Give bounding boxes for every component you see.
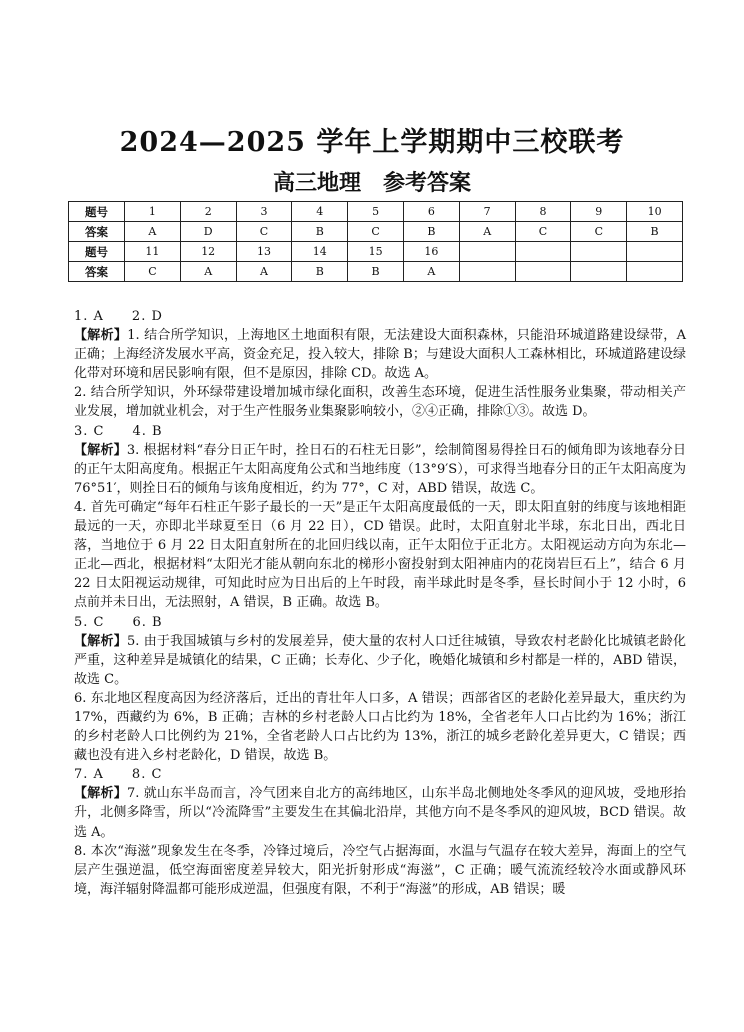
explanation-text: 8. 本次“海滋”现象发生在冬季，冷锋过境后，冷空气占据海面，水温与气温存在较大差异，海面上的空气层产生强逆温，低空海面密度差异较大，阳光折射形成“海滋”，C 正确；暖气流流经较冷水面或静风环境，海洋辐射降温都可能形成逆温，但强度有限，不利于“海滋”的形成，AB 错误；暖	[74, 843, 686, 897]
answer-table-cell: 2	[180, 202, 236, 222]
answer-table	[68, 201, 683, 282]
answer-table-row-header: 答案	[69, 222, 125, 242]
answer-table-cell: A	[125, 222, 181, 242]
answer-table-cell: C	[125, 262, 181, 282]
answer-table-cell	[627, 242, 683, 262]
answer-table-cell: B	[292, 222, 348, 242]
explanation-paragraph	[74, 689, 686, 765]
explanation-paragraph	[74, 383, 686, 421]
explanation-text: 3. 根据材料“春分日正午时，拴日石的石柱无日影”，绘制简图易得拴日石的倾角即为该地春分日的正午太阳高度角。根据正午太阳高度角公式和当地纬度（13°9′S），可求得当地春分日的正午太阳高度为 76°51′，则拴日石的倾角与该角度相近，约为 77°，C 对，ABD 错误，故选 C。	[74, 442, 686, 496]
answer-table-cell	[515, 242, 571, 262]
answer-table-cell: 1	[125, 202, 181, 222]
answer-summary-line: 7. A 8. C	[74, 767, 163, 783]
explanation-paragraph	[74, 498, 686, 613]
answer-table-cell: 7	[459, 202, 515, 222]
analysis-label: 【解析】	[74, 786, 127, 802]
answer-table-cell: A	[180, 262, 236, 282]
explanation-text: 4. 首先可确定“每年石柱正午影子最长的一天”是正午太阳高度最低的一天，即太阳直射的纬度与该地相距最远的一天，亦即北半球夏至日（6 月 22 日），CD 错误。此时，太阳直射北半球，东北日出，西北日落，当地位于 6 月 22 日太阳直射所在的北回归线以南，正午太阳位于正北方。太阳视运动方向为东北—正北—西北，根据材料“太阳光才能从朝向东北的梯形小窗投射到太阳神庙内的花岗岩巨石上”，结合 6 月 22 日太阳视运动规律，可知此时应为日出后的上午时段，南半球此时是冬季，昼长时间小于 12 小时，6 点前并未日出，无法照射，A 错误，B 正确。故选 B。	[74, 499, 686, 611]
answer-table-row-header: 题号	[69, 242, 125, 262]
answer-table-cell	[571, 242, 627, 262]
answer-table-cell: 15	[348, 242, 404, 262]
page-title: 2024—2025 学年上学期期中三校联考	[119, 127, 625, 158]
explanation-paragraph	[74, 326, 686, 383]
answer-table-cell: C	[348, 222, 404, 242]
answer-table-cell: A	[459, 222, 515, 242]
page-subtitle: 高三地理 参考答案	[272, 170, 471, 196]
explanation-paragraph	[74, 632, 686, 689]
analysis-label: 【解析】	[74, 442, 127, 458]
analysis-label: 【解析】	[74, 328, 128, 344]
explanation-text: 6. 东北地区程度高因为经济落后，迁出的青壮年人口多，A 错误；西部省区的老龄化差异最大，重庆约为 17%，西藏约为 6%，B 正确；吉林的乡村老龄人口占比约为 18%，全省老年人口占比约为 16%；浙江的乡村老龄人口比例约为 21%，全省老龄人口占比约为 13%，浙江的城乡老龄化差异更大，C 错误；西藏也没有进入乡村老龄化，D 错误，故选 B。	[74, 690, 686, 764]
answer-table-cell: 8	[515, 202, 571, 222]
answer-table-cell: B	[348, 262, 404, 282]
answer-table-cell	[459, 242, 515, 262]
answer-table-cell	[627, 262, 683, 282]
answer-table-row	[69, 262, 683, 282]
answer-table-cell: 14	[292, 242, 348, 262]
answer-table-row	[69, 202, 683, 222]
answer-table-cell: 5	[348, 202, 404, 222]
answer-table-row	[69, 222, 683, 242]
answer-table-cell: 13	[236, 242, 292, 262]
answer-table-cell: 11	[125, 242, 181, 262]
answer-table-cell: B	[627, 222, 683, 242]
answer-table-cell: B	[292, 262, 348, 282]
answer-table-cell: 9	[571, 202, 627, 222]
explanation-text: 1. 结合所学知识，上海地区土地面积有限，无法建设大面积森林，只能沿环城道路建设绿带，A 正确；上海经济发展水平高，资金充足，投入较大，排除 B；与建设大面积人工森林相比，环城道路建设绿化带对环境和居民影响有限，但不是原因，排除 CD。故选 A。	[74, 328, 686, 382]
answer-table-cell: D	[180, 222, 236, 242]
answer-summary-line: 1. A 2. D	[74, 309, 163, 324]
answer-table-cell: B	[403, 222, 459, 242]
answer-table-cell: 16	[403, 242, 459, 262]
explanation-text: 7. 就山东半岛而言，冷气团来自北方的高纬地区，山东半岛北侧地处冬季风的迎风坡，受地形抬升，北侧多降雪，所以“冷流降雪”主要发生在其偏北沿岸，其他方向不是冬季风的迎风坡，BCD 错误。故选 A。	[74, 786, 686, 840]
answer-table-cell	[571, 262, 627, 282]
answer-table-cell: C	[515, 222, 571, 242]
explanation-text: 5. 由于我国城镇与乡村的发展差异，使大量的农村人口迁往城镇，导致农村老龄化比城镇老龄化严重，这种差异是城镇化的结果，C 正确；长寿化、少子化，晚婚化城镇和乡村都是一样的，ABD 错误，故选 C。	[74, 633, 686, 687]
answer-table-cell: A	[236, 262, 292, 282]
answer-table-cell: C	[571, 222, 627, 242]
explanation-paragraph	[74, 842, 686, 899]
answer-table-row	[69, 242, 683, 262]
answer-table-cell	[459, 262, 515, 282]
answer-table-cell: A	[403, 262, 459, 282]
answer-summary-line: 3. C 4. B	[74, 423, 163, 439]
answer-summary-line: 5. C 6. B	[74, 614, 163, 630]
answer-table-cell: 6	[403, 202, 459, 222]
explanation-paragraph	[74, 441, 686, 498]
analysis-label: 【解析】	[74, 633, 127, 649]
answer-table-cell: C	[236, 222, 292, 242]
answer-table-cell: 12	[180, 242, 236, 262]
answer-table-cell: 3	[236, 202, 292, 222]
explanation-paragraph	[74, 784, 686, 841]
answer-table-cell: 10	[627, 202, 683, 222]
explanation-text: 2. 结合所学知识，外环绿带建设增加城市绿化面积，改善生态环境，促进生活性服务业集聚，带动相关产业发展，增加就业机会，对于生产性服务业集聚影响较小，②④正确，排除①③。故选 D。	[74, 385, 686, 420]
answer-table-cell	[515, 262, 571, 282]
answer-table-row-header: 题号	[69, 202, 125, 222]
answer-table-row-header: 答案	[69, 262, 125, 282]
explanation-body	[74, 307, 686, 899]
answer-table-cell: 4	[292, 202, 348, 222]
